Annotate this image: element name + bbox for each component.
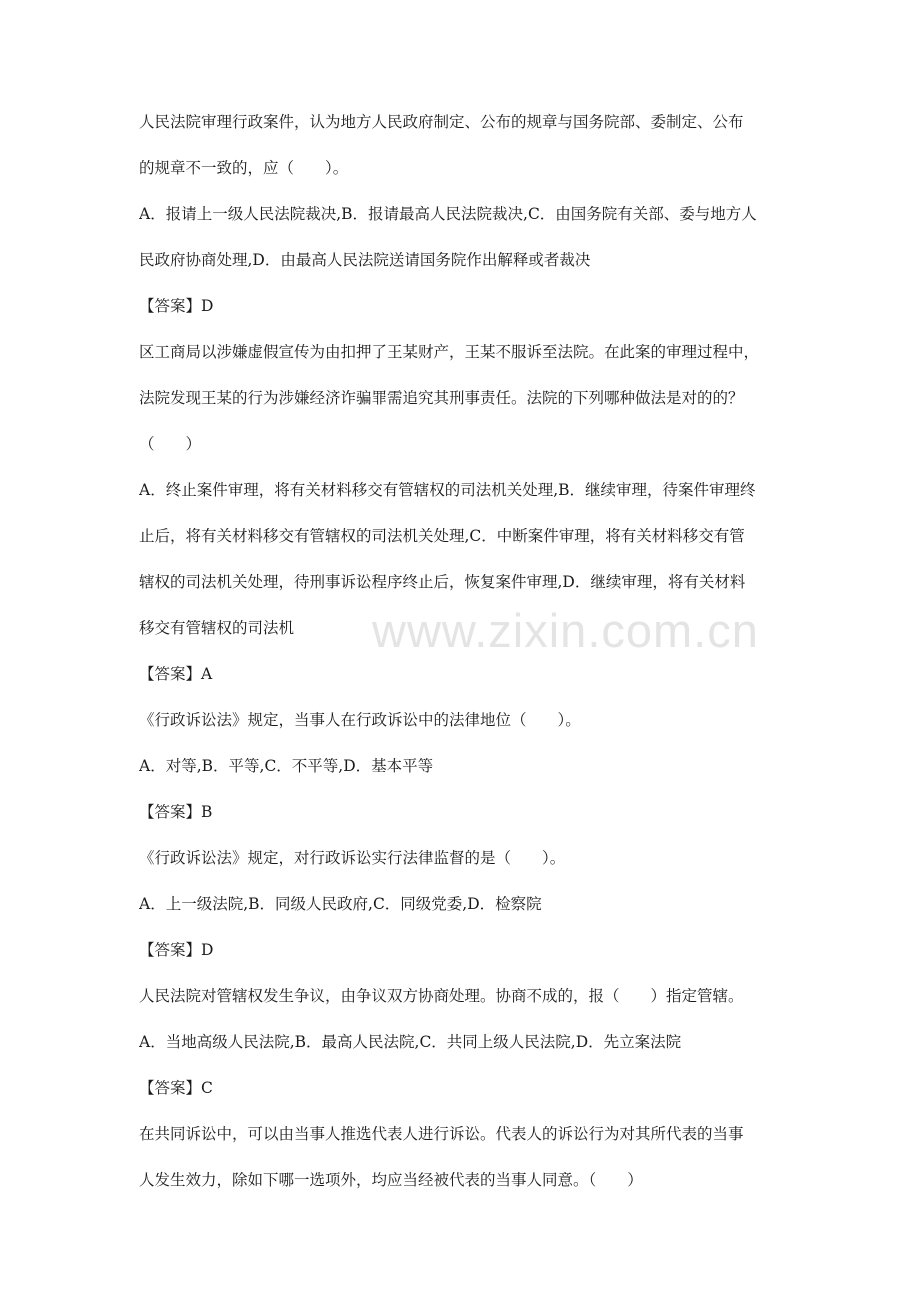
question-1-text-line-1: 人民法院审理行政案件，认为地方人民政府制定、公布的规章与国务院部、委制定、公布 — [139, 113, 744, 131]
question-2-text-line-2: 法院发现王某的行为涉嫌经济诈骗罪需追究其刑事责任。法院的下列哪种做法是对的的？ — [139, 389, 744, 407]
question-5-text: 人民法院对管辖权发生争议，由争议双方协商处理。协商不成的，报（ ）指定管辖。 — [139, 987, 744, 1005]
question-6-text-line-2: 人发生效力，除如下哪一选项外，均应当经被代表的当事人同意。（ ） — [139, 1171, 643, 1189]
question-3-options: A．对等,B．平等,C．不平等,D．基本平等 — [139, 757, 434, 775]
question-2-options-line-1: A．终止案件审理，将有关材料移交有管辖权的司法机关处理,B．继续审理，待案件审理终 — [139, 481, 756, 499]
question-5-answer: 【答案】C — [139, 1079, 213, 1097]
question-3-answer: 【答案】B — [139, 803, 213, 821]
question-1-options-line-2: 民政府协商处理,D．由最高人民法院送请国务院作出解释或者裁决 — [139, 251, 591, 269]
question-4-answer: 【答案】D — [139, 941, 214, 959]
question-1-answer: 【答案】D — [139, 297, 214, 315]
question-2-options-line-4: 移交有管辖权的司法机 — [139, 619, 295, 637]
question-3-text: 《行政诉讼法》规定，当事人在行政诉讼中的法律地位（ ）。 — [139, 711, 581, 729]
question-2-options-line-3: 辖权的司法机关处理，待刑事诉讼程序终止后，恢复案件审理,D．继续审理，将有关材料 — [139, 573, 746, 591]
question-5-options: A．当地高级人民法院,B．最高人民法院,C．共同上级人民法院,D．先立案法院 — [139, 1033, 682, 1051]
question-4-text: 《行政诉讼法》规定，对行政诉讼实行法律监督的是（ ）。 — [139, 849, 566, 867]
question-2-answer: 【答案】A — [139, 665, 213, 683]
question-2-text-line-3: （ ） — [139, 435, 202, 453]
question-1-text-line-2: 的规章不一致的，应（ ）。 — [139, 159, 349, 177]
question-4-options: A．上一级法院,B．同级人民政府,C．同级党委,D．检察院 — [139, 895, 542, 913]
question-2-text-line-1: 区工商局以涉嫌虚假宣传为由扣押了王某财产，王某不服诉至法院。在此案的审理过程中， — [139, 343, 760, 361]
watermark: www.zixin.com.cn — [372, 604, 759, 657]
question-2-options-line-2: 止后，将有关材料移交有管辖权的司法机关处理,C．中断案件审理，将有关材料移交有管 — [139, 527, 745, 545]
question-1-options-line-1: A．报请上一级人民法院裁决,B．报请最高人民法院裁决,C．由国务院有关部、委与地方人 — [139, 205, 757, 223]
question-6-text-line-1: 在共同诉讼中，可以由当事人推选代表人进行诉讼。代表人的诉讼行为对其所代表的当事 — [139, 1125, 744, 1143]
